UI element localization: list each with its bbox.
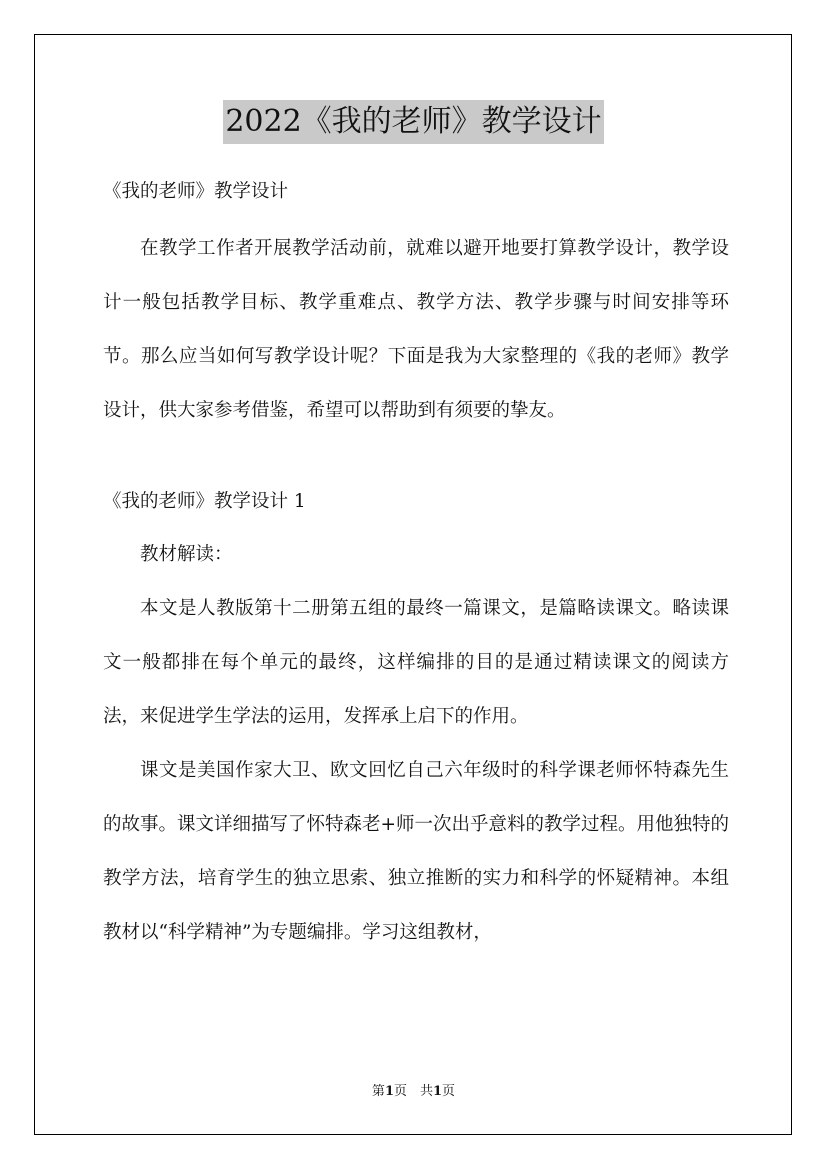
footer-page-current: 1	[384, 1084, 394, 1099]
footer-prefix: 第	[371, 1084, 385, 1099]
document-title: 2022《我的老师》教学设计	[223, 100, 603, 144]
section1-paragraph-2: 课文是美国作家大卫、欧文回忆自己六年级时的科学课老师怀特森先生的故事。课文详细描写了怀特森老+师一次出乎意料的教学过程。用他独特的教学方法，培育学生的独立思索、独立推断的实力和科学的怀疑精神。本组教材以“科学精神”为专题编排。学习这组教材，	[103, 760, 730, 943]
spacer	[103, 438, 729, 484]
intro-paragraph: 在教学工作者开展教学活动前，就难以避开地要打算教学设计，教学设计一般包括教学目标、教学重难点、教学方法、教学步骤与时间安排等环节。那么应当如何写教学设计呢？下面是我为大家整理的《我的老师》教学设计，供大家参考借鉴，希望可以帮助到有须要的挚友。	[103, 238, 729, 421]
section1-label: 教材解读：	[140, 544, 233, 565]
document-body	[103, 174, 729, 960]
footer-mid: 页 共	[393, 1084, 433, 1099]
footer-page-total: 1	[433, 1084, 443, 1099]
section1-heading: 《我的老师》教学设计 1	[103, 491, 306, 512]
spacer	[103, 520, 729, 528]
title-wrap	[0, 100, 827, 144]
page-footer	[0, 1083, 827, 1101]
footer-suffix: 页	[442, 1084, 456, 1099]
spacer	[103, 210, 729, 222]
intro-heading: 《我的老师》教学设计	[103, 181, 289, 202]
section1-paragraph-1: 本文是人教版第十二册第五组的最终一篇课文，是篇略读课文。略读课文一般都排在每个单元的最终，这样编排的目的是通过精读课文的阅读方法，来促进学生学法的运用，发挥承上启下的作用。	[103, 598, 729, 727]
